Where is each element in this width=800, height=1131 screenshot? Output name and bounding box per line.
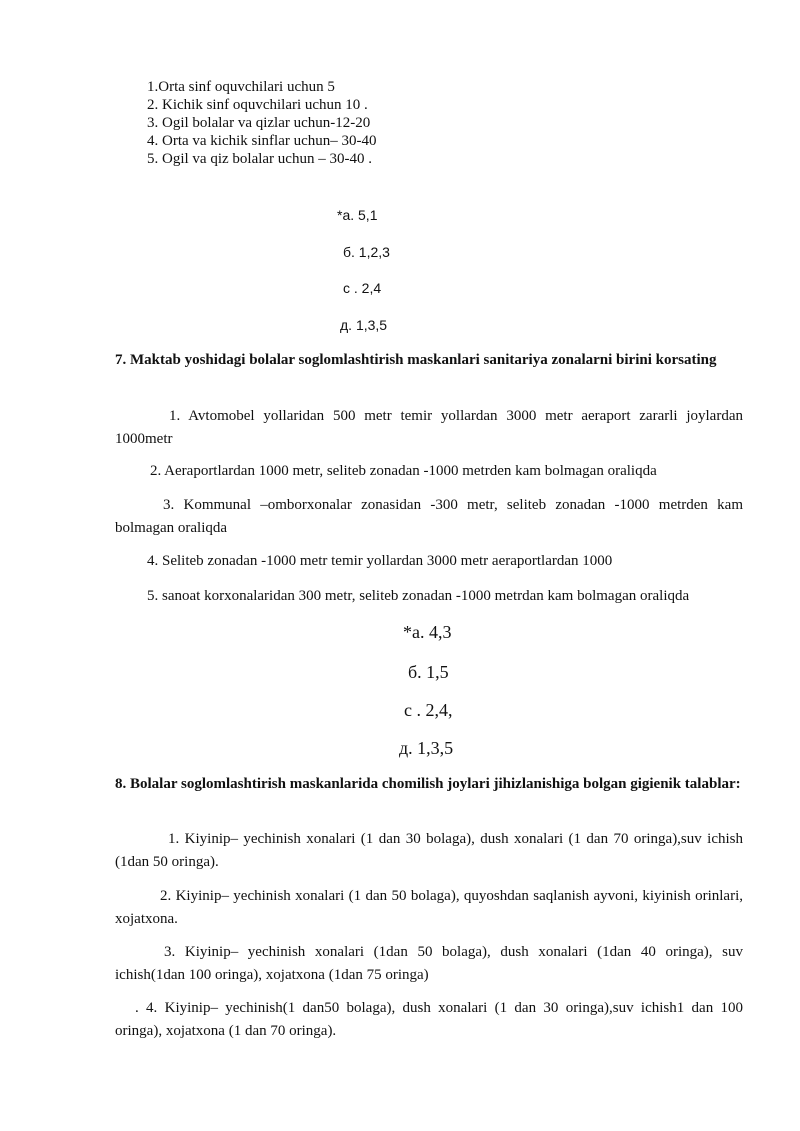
q8-item-4: . 4. Kiyinip– yechinish(1 dan50 bolaga), dush xonalari (1 dan 30 oringa),suv ichish1 dan 100 oringa), xojatxona (1 dan 70 oringa). [115, 1000, 743, 1039]
q7-option-c: c . 2,4, [404, 700, 453, 720]
q6-option-b: б. 1,2,3 [343, 244, 390, 260]
q6-item-2: 2. Kichik sinf oquvchilari uchun 10 . [147, 97, 368, 113]
q8-question: 8. Bolalar soglomlashtirish maskanlarida chomilish joylari jihizlanishiga bolgan gigienik talablar: [115, 776, 741, 792]
q6-option-c: c . 2,4 [343, 280, 382, 296]
q7-item-4: 4. Seliteb zonadan -1000 metr temir yollardan 3000 metr aeraportlardan 1000 [147, 553, 613, 569]
q6-item-3: 3. Ogil bolalar va qizlar uchun-12-20 [147, 115, 371, 131]
q7-item-1: 1. Avtomobel yollaridan 500 metr temir yollardan 3000 metr aeraport zararli joylardan 1000metr [115, 408, 743, 447]
q7-item-2: 2. Aeraportlardan 1000 metr, seliteb zonadan -1000 metrden kam bolmagan oraliqda [150, 463, 657, 479]
q7-question: 7. Maktab yoshidagi bolalar soglomlashtirish maskanlari sanitariya zonalarni birini korsating [115, 352, 717, 368]
q8-item-1: 1. Kiyinip– yechinish xonalari (1 dan 30 bolaga), dush xonalari (1 dan 70 oringa),suv ichish (1dan 50 oringa). [115, 831, 743, 870]
q6-option-a: *a. 5,1 [337, 207, 378, 223]
q7-option-a: *a. 4,3 [403, 622, 452, 642]
q7-item-3: 3. Kommunal –omborxonalar zonasidan -300 metr, seliteb zonadan -1000 metrden kam bolmagan oraliqda [115, 497, 743, 536]
q8-item-2: 2. Kiyinip– yechinish xonalari (1 dan 50 bolaga), quyoshdan saqlanish ayvoni, kiyinish orinlari, xojatxona. [115, 888, 743, 927]
q6-item-4: 4. Orta va kichik sinflar uchun– 30-40 [147, 133, 377, 149]
q7-option-b: б. 1,5 [408, 662, 449, 682]
q6-option-d: д. 1,3,5 [340, 317, 388, 333]
q7-item-5: 5. sanoat korxonalaridan 300 metr, seliteb zonadan -1000 metrdan kam bolmagan oraliqda [147, 588, 690, 604]
q8-item-3: 3. Kiyinip– yechinish xonalari (1dan 50 bolaga), dush xonalari (1dan 40 oringa), suv ichish(1dan 100 oringa), xojatxona (1dan 75 oringa) [115, 944, 743, 983]
q6-item-1: 1.Orta sinf oquvchilari uchun 5 [147, 79, 335, 95]
q7-option-d: д. 1,3,5 [399, 738, 454, 758]
q6-item-5: 5. Ogil va qiz bolalar uchun – 30-40 . [147, 151, 372, 167]
